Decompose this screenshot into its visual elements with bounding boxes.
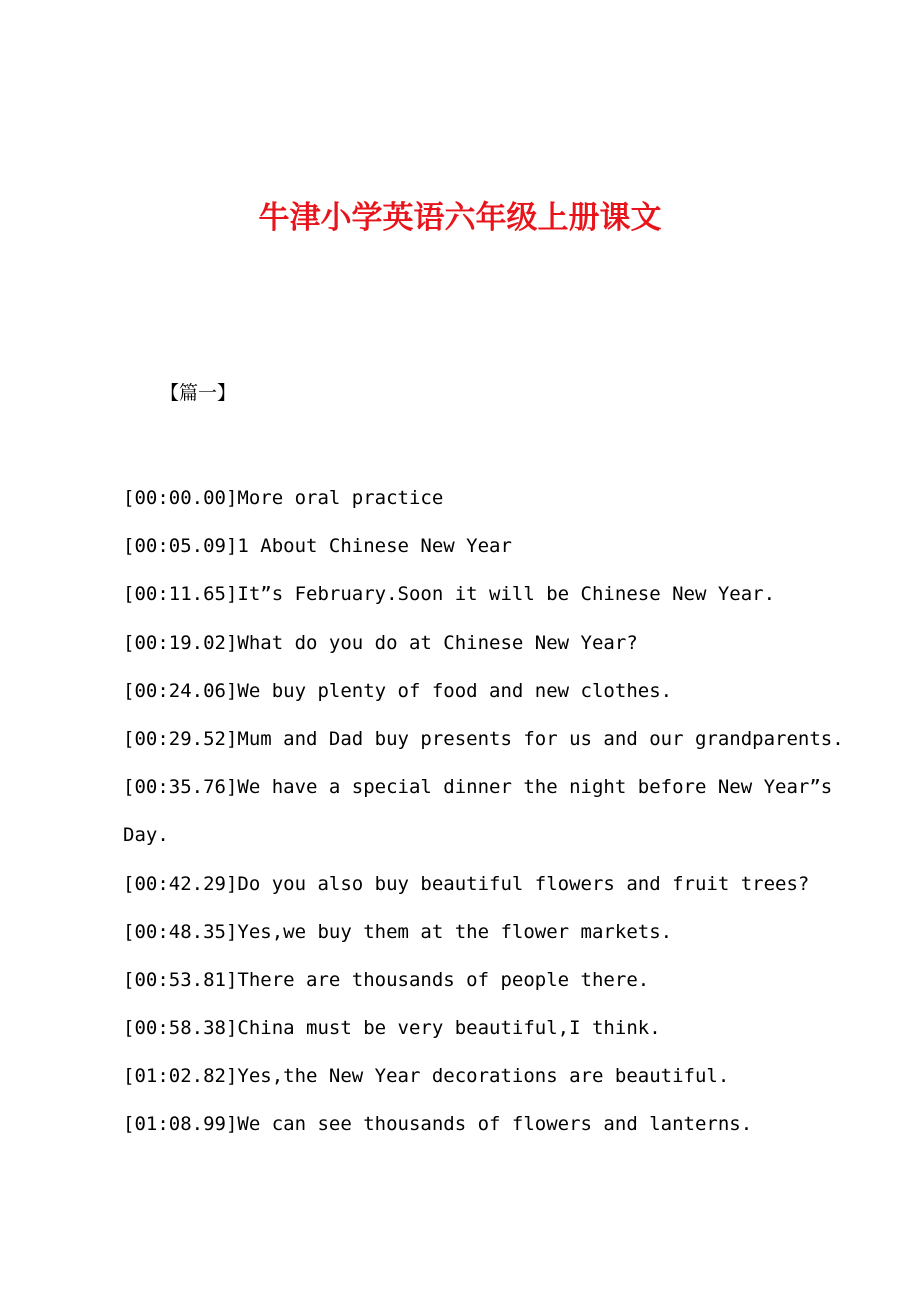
section-label: 【篇一】 [160,382,237,404]
transcript-line: [00:19.02]What do you do at Chinese New Year? [123,631,638,654]
transcript-line: [01:02.82]Yes,the New Year decorations are beautiful. [123,1065,730,1088]
transcript-line: [00:53.81]There are thousands of people there. [123,968,650,991]
transcript-line: [00:29.52]Mum and Dad buy presents for us and our grandparents. [123,727,844,750]
transcript-line: [00:05.09]1 About Chinese New Year [123,535,512,558]
transcript-line: Day. [123,824,169,847]
transcript-line: [00:42.29]Do you also buy beautiful flowers and fruit trees? [123,872,810,895]
transcript-line: [01:08.99]We can see thousands of flowers and lanterns. [123,1113,753,1136]
transcript-line: [00:58.38]China must be very beautiful,I think. [123,1017,661,1040]
transcript-line: [00:11.65]It”s February.Soon it will be Chinese New Year. [123,583,776,606]
transcript-line: [00:48.35]Yes,we buy them at the flower markets. [123,920,673,943]
transcript-line: [00:35.76]We have a special dinner the night before New Year”s [123,776,833,799]
transcript-line: [00:00.00]More oral practice [123,487,444,509]
transcript-line: [00:24.06]We buy plenty of food and new clothes. [123,679,673,702]
transcript-lines [123,474,844,1149]
document-title: 牛津小学英语六年级上册课文 [258,200,662,236]
